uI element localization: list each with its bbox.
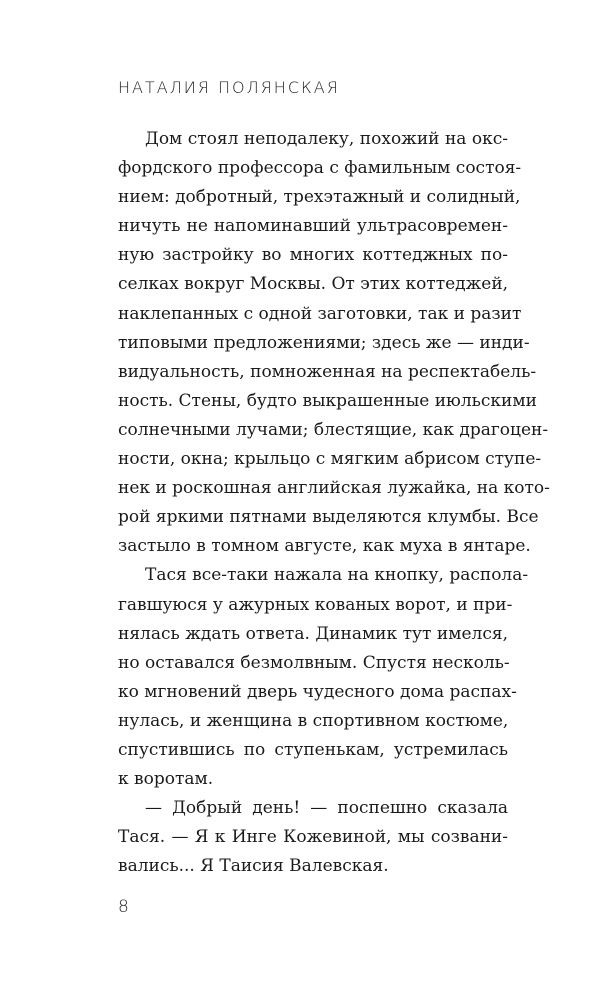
text-line: но оставался безмолвным. Спустя несколь-	[118, 652, 510, 673]
running-head: НАТАЛИЯ ПОЛЯНСКАЯ	[118, 78, 340, 97]
text-line: нулась, и женщина в спортивном костюме,	[118, 710, 509, 731]
body-text	[118, 125, 550, 881]
text-line: ничуть не напоминавший ультрасовремен-	[118, 216, 508, 237]
text-line: ность. Стены, будто выкрашенные июльскими	[118, 390, 537, 411]
paragraph	[118, 125, 550, 561]
text-line: Тася все-таки нажала на кнопку, распола-	[145, 565, 529, 586]
text-line: — Добрый день! — поспешно сказала	[145, 798, 508, 819]
text-line: селках вокруг Москвы. От этих коттеджей,	[118, 274, 509, 295]
text-line: ко мгновений дверь чудесного дома распах-	[118, 681, 517, 702]
text-line: фордского профессора с фамильным состоя-	[118, 158, 522, 179]
text-line: солнечными лучами; блестящие, как драгоцен-	[118, 419, 549, 440]
text-line: нием: добротный, трехэтажный и солидный,	[118, 187, 521, 208]
text-line: вались... Я Таисия Валевская.	[118, 856, 389, 877]
paragraph	[118, 794, 508, 881]
text-line: нялась ждать ответа. Динамик тут имелся,	[118, 623, 508, 644]
text-line: нек и роскошная английская лужайка, на кото-	[118, 478, 550, 499]
text-line: видуальность, помноженная на респектабель-	[118, 361, 537, 382]
text-line: ности, окна; крыльцо с мягким абрисом ступе-	[118, 449, 542, 470]
text-line: гавшуюся у ажурных кованых ворот, и при-	[118, 594, 513, 615]
text-line: наклепанных с одной заготовки, так и разит	[118, 303, 522, 324]
text-line: Тася. — Я к Инге Кожевиной, мы созвани-	[118, 827, 508, 848]
paragraph	[118, 561, 529, 794]
page-number: 8	[118, 897, 129, 917]
text-line: спустившись по ступенькам, устремилась	[118, 739, 508, 760]
text-line: застыло в томном августе, как муха в янтаре.	[118, 536, 531, 557]
text-line: рой яркими пятнами выделяются клумбы. Все	[118, 507, 539, 528]
text-line: Дом стоял неподалеку, похожий на окс-	[145, 129, 508, 149]
text-line: ную застройку во многих коттеджных по-	[118, 245, 508, 266]
text-line: к воротам.	[118, 769, 214, 790]
text-line: типовыми предложениями; здесь же — инди-	[118, 332, 530, 353]
